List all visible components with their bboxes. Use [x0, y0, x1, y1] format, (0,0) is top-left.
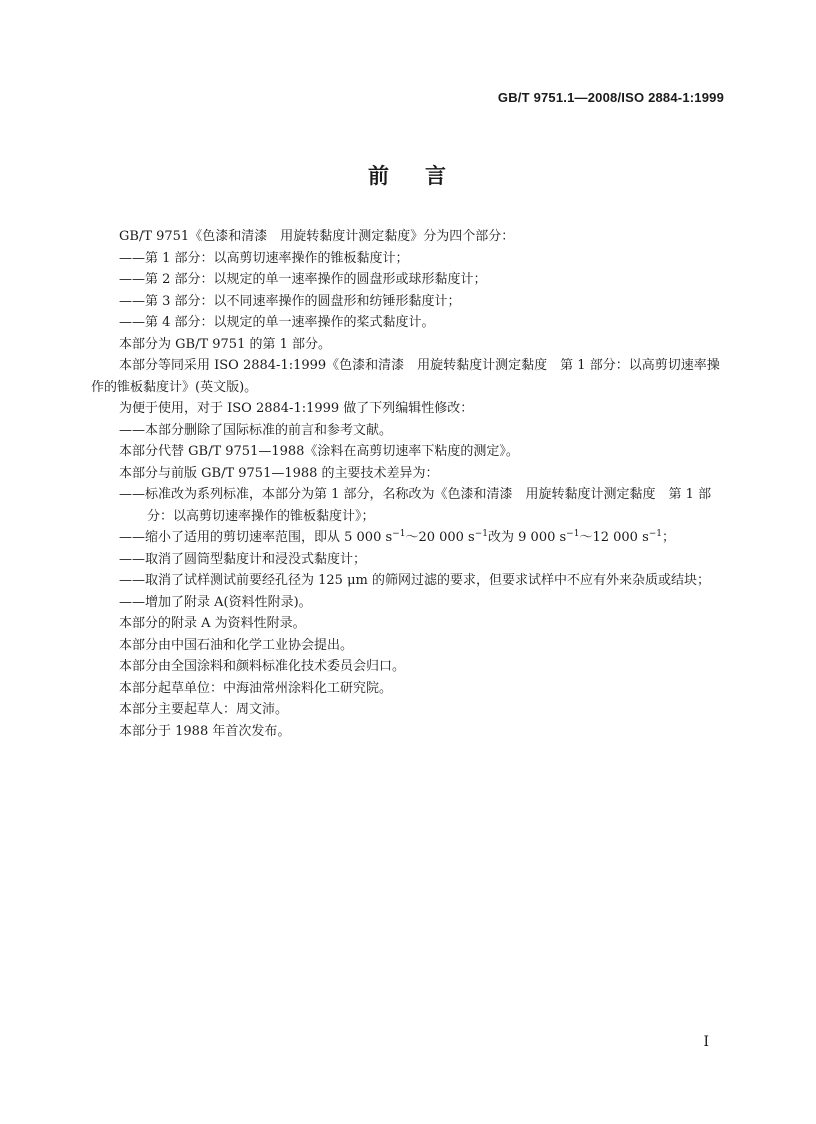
editorial-list-item: ——本部分删除了国际标准的前言和参考文献。	[119, 422, 393, 438]
intro-paragraph: GB/T 9751《色漆和清漆 用旋转黏度计测定黏度》分为四个部分：	[119, 229, 515, 244]
drafter-paragraph: 本部分主要起草人：周文沛。	[119, 702, 289, 717]
first-issued-paragraph: 本部分于 1988 年首次发布。	[119, 723, 291, 739]
proposed-paragraph: 本部分由中国石油和化学工业协会提出。	[119, 637, 354, 653]
standard-code-header: GB/T 9751.1—2008/ISO 2884-1:1999	[497, 90, 724, 105]
change-list-item-2: ——缩小了适用的剪切速率范围，即从 5 000 $s^{-1}\sim 20$ 000 $s^{-1}$改为 9 000 $s^{-1}\sim 12$ 000 $s^{-1}$；	[119, 529, 676, 545]
equivalent-paragraph: 本部分等同采用 ISO 2884-1:1999《色漆和清漆 用旋转黏度计测定黏度 第 1 部分：以高剪切速率操作的锥板黏度计》(英文版)。	[91, 358, 720, 395]
change-list-item-3: ——取消了圆筒型黏度计和浸没式黏度计；	[119, 551, 367, 567]
change-list-item-4: ——取消了试样测试前要经孔径为 125 μm 的筛网过滤的要求，但要求试样中不应有外来杂质或结块；	[119, 573, 710, 588]
title-char-1: 前	[368, 164, 391, 188]
drafting-unit-paragraph: 本部分起草单位：中海油常州涂料化工研究院。	[119, 680, 393, 696]
foreword-body	[91, 226, 727, 742]
superscript: −1	[474, 529, 489, 539]
page-number: I	[703, 1034, 709, 1050]
change-list-item-5: ——增加了附录 A(资料性附录)。	[119, 594, 312, 610]
centralized-paragraph: 本部分由全国涂料和颜料标准化技术委员会归口。	[119, 659, 406, 674]
editorial-intro-paragraph: 为便于使用，对于 ISO 2884-1:1999 做了下列编辑性修改：	[119, 401, 474, 416]
page-title	[0, 160, 816, 190]
superscript: −1	[566, 529, 580, 539]
part-list-item: ——第 1 部分：以高剪切速率操作的锥板黏度计；	[119, 250, 409, 266]
appendix-paragraph: 本部分的附录 A 为资料性附录。	[119, 616, 306, 631]
title-char-2: 言	[425, 164, 448, 188]
change-list-item-1: ——标准改为系列标准，本部分为第 1 部分，名称改为《色漆和清漆 用旋转黏度计测定黏度 第 1 部分：以高剪切速率操作的锥板黏度计》；	[119, 487, 712, 524]
replaces-paragraph: 本部分代替 GB/T 9751—1988《涂料在高剪切速率下粘度的测定》。	[119, 444, 519, 459]
changes-intro-paragraph: 本部分与前版 GB/T 9751—1988 的主要技术差异为：	[119, 465, 439, 481]
this-part-paragraph: 本部分为 GB/T 9751 的第 1 部分。	[119, 336, 332, 352]
superscript: −1	[392, 529, 406, 539]
part-list-item: ——第 4 部分：以规定的单一速率操作的桨式黏度计。	[119, 315, 435, 330]
part-list-item: ——第 3 部分：以不同速率操作的圆盘形和纺锤形黏度计；	[119, 293, 461, 309]
superscript: −1	[648, 529, 663, 539]
part-list-item: ——第 2 部分：以规定的单一速率操作的圆盘形或球形黏度计；	[119, 272, 487, 287]
